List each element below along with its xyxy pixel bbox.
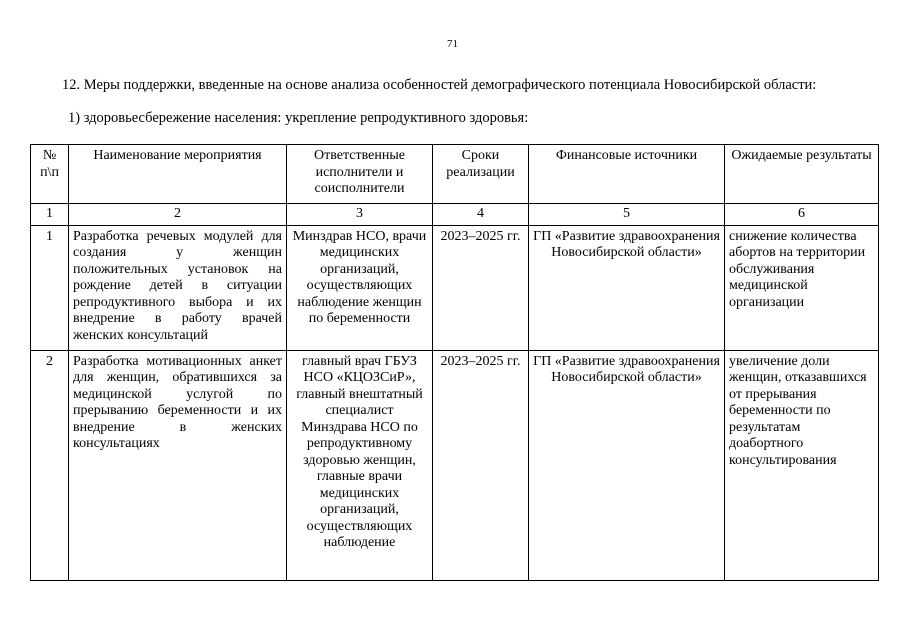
funding-source: ГП «Развитие здравоохранения Новосибирской области» (529, 350, 725, 580)
header-results: Ожидаемые результаты (725, 145, 879, 204)
expected-results: увеличение доли женщин, отказавшихся от прерывания беременности по результатам доабортного консультирования (725, 350, 879, 580)
expected-results: снижение количества абортов на территории обслуживания медицинской организации (725, 225, 879, 350)
measure-name: Разработка мотивационных анкет для женщин, обратившихся за медицинской услугой по прерыванию беременности и их внедрение в женских консультациях (69, 350, 287, 580)
responsible-parties: Минздрав НСО, врачи медицинских организаций, осуществляющих наблюдение женщин по беременности (287, 225, 433, 350)
header-period: Сроки реализации (433, 145, 529, 204)
row-number: 1 (31, 225, 69, 350)
page-number: 71 (447, 38, 458, 50)
column-number: 5 (529, 204, 725, 226)
table-header-row (31, 145, 879, 204)
subsection-heading: 1) здоровьесбережение населения: укрепление репродуктивного здоровья: (68, 110, 529, 126)
column-number: 4 (433, 204, 529, 226)
header-measure-name: Наименование мероприятия (69, 145, 287, 204)
header-funding: Финансовые источники (529, 145, 725, 204)
implementation-period: 2023–2025 гг. (433, 225, 529, 350)
header-number: № п\п (31, 145, 69, 204)
column-number: 3 (287, 204, 433, 226)
table-row (31, 225, 879, 350)
column-number: 2 (69, 204, 287, 226)
measure-name: Разработка речевых модулей для создания у женщин положительных установок на рождение детей в ситуации репродуктивного выбора и их внедрение в работу врачей женских консультаций (69, 225, 287, 350)
row-number: 2 (31, 350, 69, 580)
measures-table (30, 144, 879, 581)
column-number: 6 (725, 204, 879, 226)
responsible-parties: главный врач ГБУЗ НСО «КЦОЗСиР», главный внештатный специалист Минздрава НСО по репродуктивному здоровью женщин, главные врачи медицинских организаций, осуществляющих наблюдение (287, 350, 433, 580)
section-heading: 12. Меры поддержки, введенные на основе анализа особенностей демографического потенциала Новосибирской области: (62, 77, 817, 93)
column-number-row (31, 204, 879, 226)
implementation-period: 2023–2025 гг. (433, 350, 529, 580)
column-number: 1 (31, 204, 69, 226)
funding-source: ГП «Развитие здравоохранения Новосибирской области» (529, 225, 725, 350)
table-row (31, 350, 879, 580)
header-responsible: Ответственные исполнители и соисполнители (287, 145, 433, 204)
